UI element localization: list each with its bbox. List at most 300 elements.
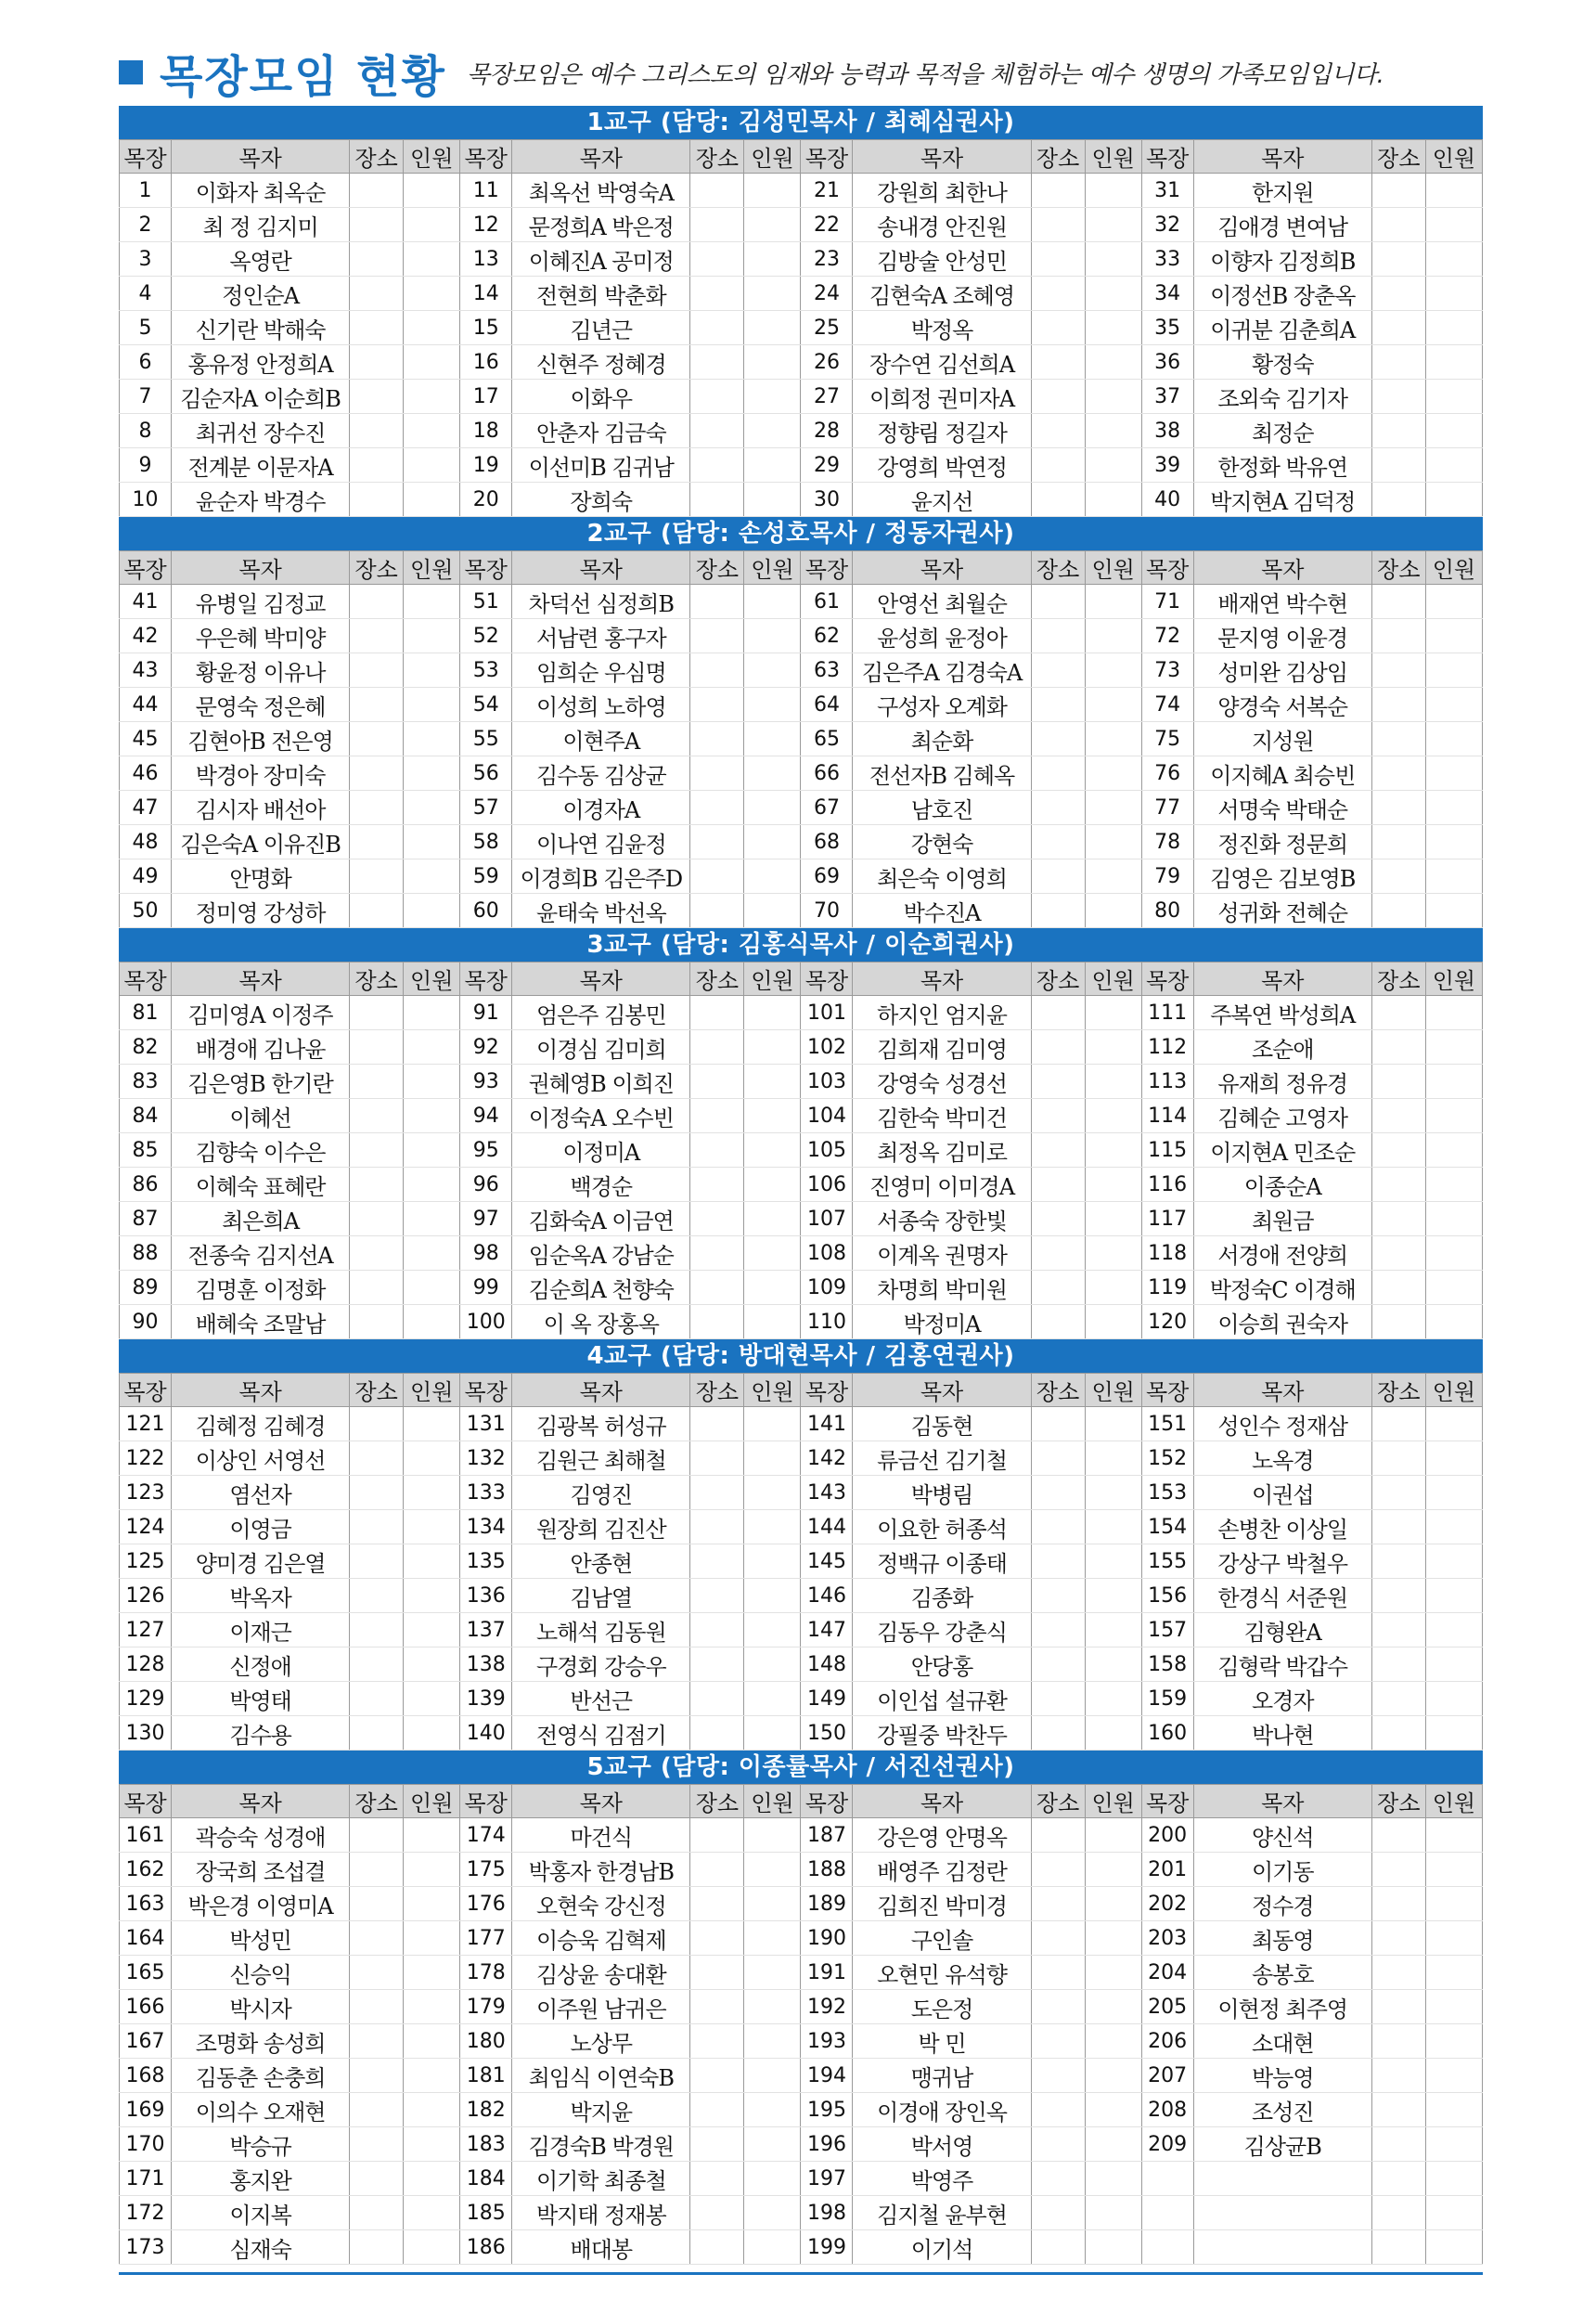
leader-names: 원장희 김진산	[512, 1510, 690, 1544]
count-cell	[404, 1887, 460, 1921]
leader-names: 김시자 배선아	[172, 791, 350, 825]
table-row	[120, 1441, 1483, 1476]
place-cell	[690, 1887, 744, 1921]
group-number: 184	[460, 2162, 512, 2196]
place-cell	[690, 1544, 744, 1579]
place-cell	[1031, 1099, 1085, 1133]
group-number: 148	[801, 1647, 853, 1682]
group-number: 78	[1141, 825, 1193, 859]
place-cell	[350, 1818, 404, 1853]
group-number: 150	[801, 1716, 853, 1751]
group-number: 151	[1141, 1407, 1193, 1441]
leader-names: 박정숙C 이경해	[1193, 1271, 1371, 1305]
leader-names: 지성원	[1193, 722, 1371, 756]
count-cell	[1425, 2024, 1482, 2059]
count-cell	[1085, 483, 1141, 517]
leader-names: 김희진 박미경	[853, 1887, 1031, 1921]
count-cell	[1425, 894, 1482, 928]
leader-names: 조명화 송성희	[172, 2024, 350, 2059]
place-header: 장소	[690, 963, 744, 996]
table-row	[120, 448, 1483, 483]
name-header: 목자	[172, 963, 350, 996]
leader-names: 주복연 박성희A	[1193, 996, 1371, 1030]
place-cell	[690, 208, 744, 242]
leader-names: 정진화 정문희	[1193, 825, 1371, 859]
leader-names: 문영숙 정은혜	[172, 688, 350, 722]
leader-names: 전영식 김점기	[512, 1716, 690, 1751]
group-number: 12	[460, 208, 512, 242]
name-header: 목자	[512, 140, 690, 174]
leader-names: 서경애 전양희	[1193, 1236, 1371, 1271]
place-cell	[1371, 585, 1425, 619]
header-row	[120, 140, 1483, 174]
count-cell	[1085, 2093, 1141, 2127]
count-cell	[404, 2059, 460, 2093]
leader-names: 이나연 김윤정	[512, 825, 690, 859]
leader-names: 박지윤	[512, 2093, 690, 2127]
leader-names: 이 옥 장홍옥	[512, 1305, 690, 1339]
count-cell	[744, 1030, 801, 1065]
leader-names: 진영미 이미경A	[853, 1168, 1031, 1202]
leader-names: 한지원	[1193, 174, 1371, 208]
leader-names: 김영진	[512, 1476, 690, 1510]
place-cell	[1371, 1613, 1425, 1647]
count-cell	[404, 1647, 460, 1682]
count-cell	[1085, 1956, 1141, 1990]
group-number: 7	[120, 380, 172, 414]
group-number: 19	[460, 448, 512, 483]
place-cell	[1371, 1099, 1425, 1133]
leader-names: 임순옥A 강남순	[512, 1236, 690, 1271]
place-cell	[350, 1407, 404, 1441]
count-cell	[744, 1990, 801, 2024]
place-cell	[1371, 2093, 1425, 2127]
table-row	[120, 1647, 1483, 1682]
table-row	[120, 1887, 1483, 1921]
place-cell	[690, 619, 744, 653]
leader-names: 최정옥 김미로	[853, 1133, 1031, 1168]
count-cell	[404, 1168, 460, 1202]
group-number: 122	[120, 1441, 172, 1476]
count-cell	[1425, 380, 1482, 414]
count-cell	[1085, 1236, 1141, 1271]
place-cell	[690, 380, 744, 414]
place-cell	[1371, 1647, 1425, 1682]
group-number: 70	[801, 894, 853, 928]
place-cell	[350, 2127, 404, 2162]
place-cell	[1371, 1853, 1425, 1887]
group-number: 24	[801, 277, 853, 311]
place-header: 장소	[1031, 1785, 1085, 1818]
count-cell	[744, 1510, 801, 1544]
table-row	[120, 1544, 1483, 1579]
table-row	[120, 2127, 1483, 2162]
place-cell	[1371, 1236, 1425, 1271]
table-row	[120, 1613, 1483, 1647]
count-cell	[1425, 2162, 1482, 2196]
leader-names: 박홍자 한경남B	[512, 1853, 690, 1887]
group-number: 179	[460, 1990, 512, 2024]
group-number: 83	[120, 1065, 172, 1099]
count-cell	[744, 1887, 801, 1921]
table-row	[120, 2196, 1483, 2230]
group-number: 120	[1141, 1305, 1193, 1339]
group-number: 30	[801, 483, 853, 517]
group-number: 25	[801, 311, 853, 345]
group-number: 20	[460, 483, 512, 517]
leader-names: 이정숙A 오수빈	[512, 1099, 690, 1133]
count-cell	[404, 345, 460, 380]
num-header: 목장	[801, 1374, 853, 1407]
count-header: 인원	[404, 963, 460, 996]
group-number: 209	[1141, 2127, 1193, 2162]
count-cell	[404, 859, 460, 894]
num-header: 목장	[460, 551, 512, 585]
leader-names: 이향자 김정희B	[1193, 242, 1371, 277]
group-number: 185	[460, 2196, 512, 2230]
leader-names: 김한숙 박미건	[853, 1099, 1031, 1133]
count-cell	[1085, 1202, 1141, 1236]
count-cell	[404, 2024, 460, 2059]
group-number: 116	[1141, 1168, 1193, 1202]
leader-names: 박나현	[1193, 1716, 1371, 1751]
place-cell	[350, 1441, 404, 1476]
count-cell	[744, 2127, 801, 2162]
leader-names: 김종화	[853, 1579, 1031, 1613]
place-cell	[1031, 1202, 1085, 1236]
count-cell	[1085, 208, 1141, 242]
num-header: 목장	[801, 551, 853, 585]
count-header: 인원	[1425, 140, 1482, 174]
leader-names: 김순희A 천향숙	[512, 1271, 690, 1305]
count-cell	[1085, 2059, 1141, 2093]
count-header: 인원	[1425, 551, 1482, 585]
group-number: 6	[120, 345, 172, 380]
group-number: 149	[801, 1682, 853, 1716]
leader-names: 신정애	[172, 1647, 350, 1682]
leader-names: 정수경	[1193, 1887, 1371, 1921]
place-cell	[1031, 619, 1085, 653]
count-cell	[1085, 1544, 1141, 1579]
group-number: 89	[120, 1271, 172, 1305]
count-cell	[1085, 859, 1141, 894]
leader-names: 강은영 안명옥	[853, 1818, 1031, 1853]
count-cell	[744, 483, 801, 517]
count-cell	[744, 1271, 801, 1305]
group-number: 158	[1141, 1647, 1193, 1682]
group-number: 74	[1141, 688, 1193, 722]
leader-names: 김동현	[853, 1407, 1031, 1441]
count-cell	[1425, 2059, 1482, 2093]
count-cell	[1425, 1990, 1482, 2024]
count-cell	[744, 1168, 801, 1202]
district-table	[119, 139, 1483, 517]
group-number: 42	[120, 619, 172, 653]
leader-names: 성미완 김상임	[1193, 653, 1371, 688]
count-cell	[1425, 1716, 1482, 1751]
leader-names: 박성민	[172, 1921, 350, 1956]
leader-names: 박정미A	[853, 1305, 1031, 1339]
count-cell	[744, 1305, 801, 1339]
place-cell	[1031, 1441, 1085, 1476]
table-row	[120, 859, 1483, 894]
group-number: 95	[460, 1133, 512, 1168]
leader-names	[1193, 2162, 1371, 2196]
count-cell	[744, 277, 801, 311]
place-cell	[1371, 1956, 1425, 1990]
leader-names: 이정선B 장춘옥	[1193, 277, 1371, 311]
place-cell	[1031, 2162, 1085, 2196]
place-header: 장소	[350, 1374, 404, 1407]
count-header: 인원	[1085, 1374, 1141, 1407]
leader-names: 구경회 강승우	[512, 1647, 690, 1682]
count-cell	[1425, 1956, 1482, 1990]
group-number: 147	[801, 1613, 853, 1647]
table-row	[120, 483, 1483, 517]
group-number: 93	[460, 1065, 512, 1099]
leader-names: 노해석 김동원	[512, 1613, 690, 1647]
count-cell	[1425, 688, 1482, 722]
leader-names: 안당홍	[853, 1647, 1031, 1682]
table-row	[120, 380, 1483, 414]
leader-names: 차명희 박미원	[853, 1271, 1031, 1305]
count-cell	[1085, 2196, 1141, 2230]
place-cell	[690, 448, 744, 483]
group-number: 175	[460, 1853, 512, 1887]
place-cell	[690, 1441, 744, 1476]
district-table	[119, 550, 1483, 928]
count-cell	[744, 208, 801, 242]
place-cell	[690, 1030, 744, 1065]
place-cell	[1031, 1476, 1085, 1510]
group-number: 11	[460, 174, 512, 208]
count-cell	[744, 2059, 801, 2093]
leader-names: 문지영 이윤경	[1193, 619, 1371, 653]
group-number: 44	[120, 688, 172, 722]
place-header: 장소	[1371, 140, 1425, 174]
table-row	[120, 1956, 1483, 1990]
name-header: 목자	[853, 963, 1031, 996]
place-cell	[1031, 2127, 1085, 2162]
group-number: 106	[801, 1168, 853, 1202]
leader-names: 한경식 서준원	[1193, 1579, 1371, 1613]
num-header: 목장	[1141, 140, 1193, 174]
table-row	[120, 1133, 1483, 1168]
group-number: 172	[120, 2196, 172, 2230]
place-cell	[350, 1544, 404, 1579]
leader-names: 김혜정 김혜경	[172, 1407, 350, 1441]
group-number: 193	[801, 2024, 853, 2059]
place-cell	[1371, 1921, 1425, 1956]
place-cell	[690, 1613, 744, 1647]
leader-names: 박수진A	[853, 894, 1031, 928]
count-cell	[744, 825, 801, 859]
place-cell	[1031, 2196, 1085, 2230]
count-header: 인원	[744, 1785, 801, 1818]
place-cell	[690, 1305, 744, 1339]
place-cell	[350, 1647, 404, 1682]
num-header: 목장	[801, 140, 853, 174]
place-cell	[690, 483, 744, 517]
count-cell	[1085, 1065, 1141, 1099]
group-number: 72	[1141, 619, 1193, 653]
count-cell	[404, 414, 460, 448]
count-cell	[744, 1716, 801, 1751]
leader-names: 안종현	[512, 1544, 690, 1579]
place-cell	[690, 1682, 744, 1716]
leader-names: 이선미B 김귀남	[512, 448, 690, 483]
place-cell	[1371, 619, 1425, 653]
group-number: 91	[460, 996, 512, 1030]
count-cell	[404, 1305, 460, 1339]
group-number: 76	[1141, 756, 1193, 791]
table-row	[120, 688, 1483, 722]
place-cell	[690, 894, 744, 928]
table-row	[120, 619, 1483, 653]
count-cell	[404, 174, 460, 208]
leader-names: 심재숙	[172, 2230, 350, 2265]
group-number: 187	[801, 1818, 853, 1853]
group-number: 124	[120, 1510, 172, 1544]
leader-names: 권혜영B 이희진	[512, 1065, 690, 1099]
place-cell	[1031, 1579, 1085, 1613]
count-cell	[744, 1065, 801, 1099]
leader-names: 구인솔	[853, 1921, 1031, 1956]
count-header: 인원	[404, 1374, 460, 1407]
count-cell	[1085, 1510, 1141, 1544]
count-cell	[744, 414, 801, 448]
count-cell	[1425, 756, 1482, 791]
count-cell	[1425, 585, 1482, 619]
count-cell	[404, 1544, 460, 1579]
table-row	[120, 825, 1483, 859]
count-cell	[404, 688, 460, 722]
count-cell	[1085, 688, 1141, 722]
group-number: 38	[1141, 414, 1193, 448]
count-cell	[1425, 2127, 1482, 2162]
leader-names: 오현숙 강신정	[512, 1887, 690, 1921]
leader-names: 노상무	[512, 2024, 690, 2059]
count-cell	[744, 311, 801, 345]
count-cell	[1425, 2196, 1482, 2230]
leader-names: 김지철 윤부현	[853, 2196, 1031, 2230]
leader-names: 김미영A 이정주	[172, 996, 350, 1030]
leader-names: 이상인 서영선	[172, 1441, 350, 1476]
place-cell	[1031, 2230, 1085, 2265]
place-header: 장소	[350, 551, 404, 585]
count-cell	[1425, 1030, 1482, 1065]
count-cell	[1425, 1818, 1482, 1853]
leader-names: 김남열	[512, 1579, 690, 1613]
place-cell	[350, 2230, 404, 2265]
place-cell	[690, 2059, 744, 2093]
count-header: 인원	[1085, 140, 1141, 174]
leader-names: 정인순A	[172, 277, 350, 311]
group-number: 208	[1141, 2093, 1193, 2127]
group-number: 77	[1141, 791, 1193, 825]
count-header: 인원	[1085, 963, 1141, 996]
place-cell	[1031, 483, 1085, 517]
place-cell	[350, 2059, 404, 2093]
group-number: 47	[120, 791, 172, 825]
place-cell	[350, 825, 404, 859]
leader-names: 이지복	[172, 2196, 350, 2230]
table-row	[120, 1853, 1483, 1887]
leader-names: 이혜숙 표혜란	[172, 1168, 350, 1202]
table-row	[120, 756, 1483, 791]
group-number: 118	[1141, 1236, 1193, 1271]
count-cell	[1425, 1099, 1482, 1133]
table-row	[120, 1099, 1483, 1133]
leader-names: 이의수 오재현	[172, 2093, 350, 2127]
group-number: 88	[120, 1236, 172, 1271]
place-cell	[350, 1613, 404, 1647]
place-cell	[350, 1099, 404, 1133]
page-title: 목장모임 현황	[160, 50, 446, 103]
count-header: 인원	[1085, 551, 1141, 585]
group-number: 157	[1141, 1613, 1193, 1647]
place-cell	[1371, 688, 1425, 722]
leader-names: 곽승숙 성경애	[172, 1818, 350, 1853]
leader-names: 이경희B 김은주D	[512, 859, 690, 894]
leader-names: 이성희 노하영	[512, 688, 690, 722]
count-cell	[404, 585, 460, 619]
leader-names: 전현희 박춘화	[512, 277, 690, 311]
leader-names: 박지현A 김덕정	[1193, 483, 1371, 517]
count-cell	[1425, 1647, 1482, 1682]
group-number	[1141, 2230, 1193, 2265]
group-number: 68	[801, 825, 853, 859]
place-header: 장소	[350, 1785, 404, 1818]
group-number: 53	[460, 653, 512, 688]
group-number: 156	[1141, 1579, 1193, 1613]
place-cell	[1031, 1647, 1085, 1682]
table-row	[120, 585, 1483, 619]
place-cell	[1371, 1544, 1425, 1579]
leader-names: 안춘자 김금숙	[512, 414, 690, 448]
table-row	[120, 722, 1483, 756]
group-number: 188	[801, 1853, 853, 1887]
count-cell	[744, 2196, 801, 2230]
group-number: 13	[460, 242, 512, 277]
place-cell	[690, 1956, 744, 1990]
place-cell	[350, 448, 404, 483]
count-cell	[404, 825, 460, 859]
place-cell	[350, 1305, 404, 1339]
place-cell	[1371, 380, 1425, 414]
group-number: 104	[801, 1099, 853, 1133]
leader-names: 김형완A	[1193, 1613, 1371, 1647]
place-cell	[1371, 996, 1425, 1030]
place-cell	[1031, 242, 1085, 277]
group-number: 61	[801, 585, 853, 619]
leader-names: 이권섭	[1193, 1476, 1371, 1510]
count-cell	[1425, 653, 1482, 688]
name-header: 목자	[1193, 140, 1371, 174]
num-header: 목장	[1141, 551, 1193, 585]
group-number: 109	[801, 1271, 853, 1305]
count-cell	[1085, 414, 1141, 448]
place-header: 장소	[690, 551, 744, 585]
count-cell	[1425, 1682, 1482, 1716]
group-number: 154	[1141, 1510, 1193, 1544]
leader-names: 정백규 이종태	[853, 1544, 1031, 1579]
place-cell	[1371, 791, 1425, 825]
group-number: 117	[1141, 1202, 1193, 1236]
place-cell	[1031, 894, 1085, 928]
table-row	[120, 1202, 1483, 1236]
place-cell	[690, 174, 744, 208]
